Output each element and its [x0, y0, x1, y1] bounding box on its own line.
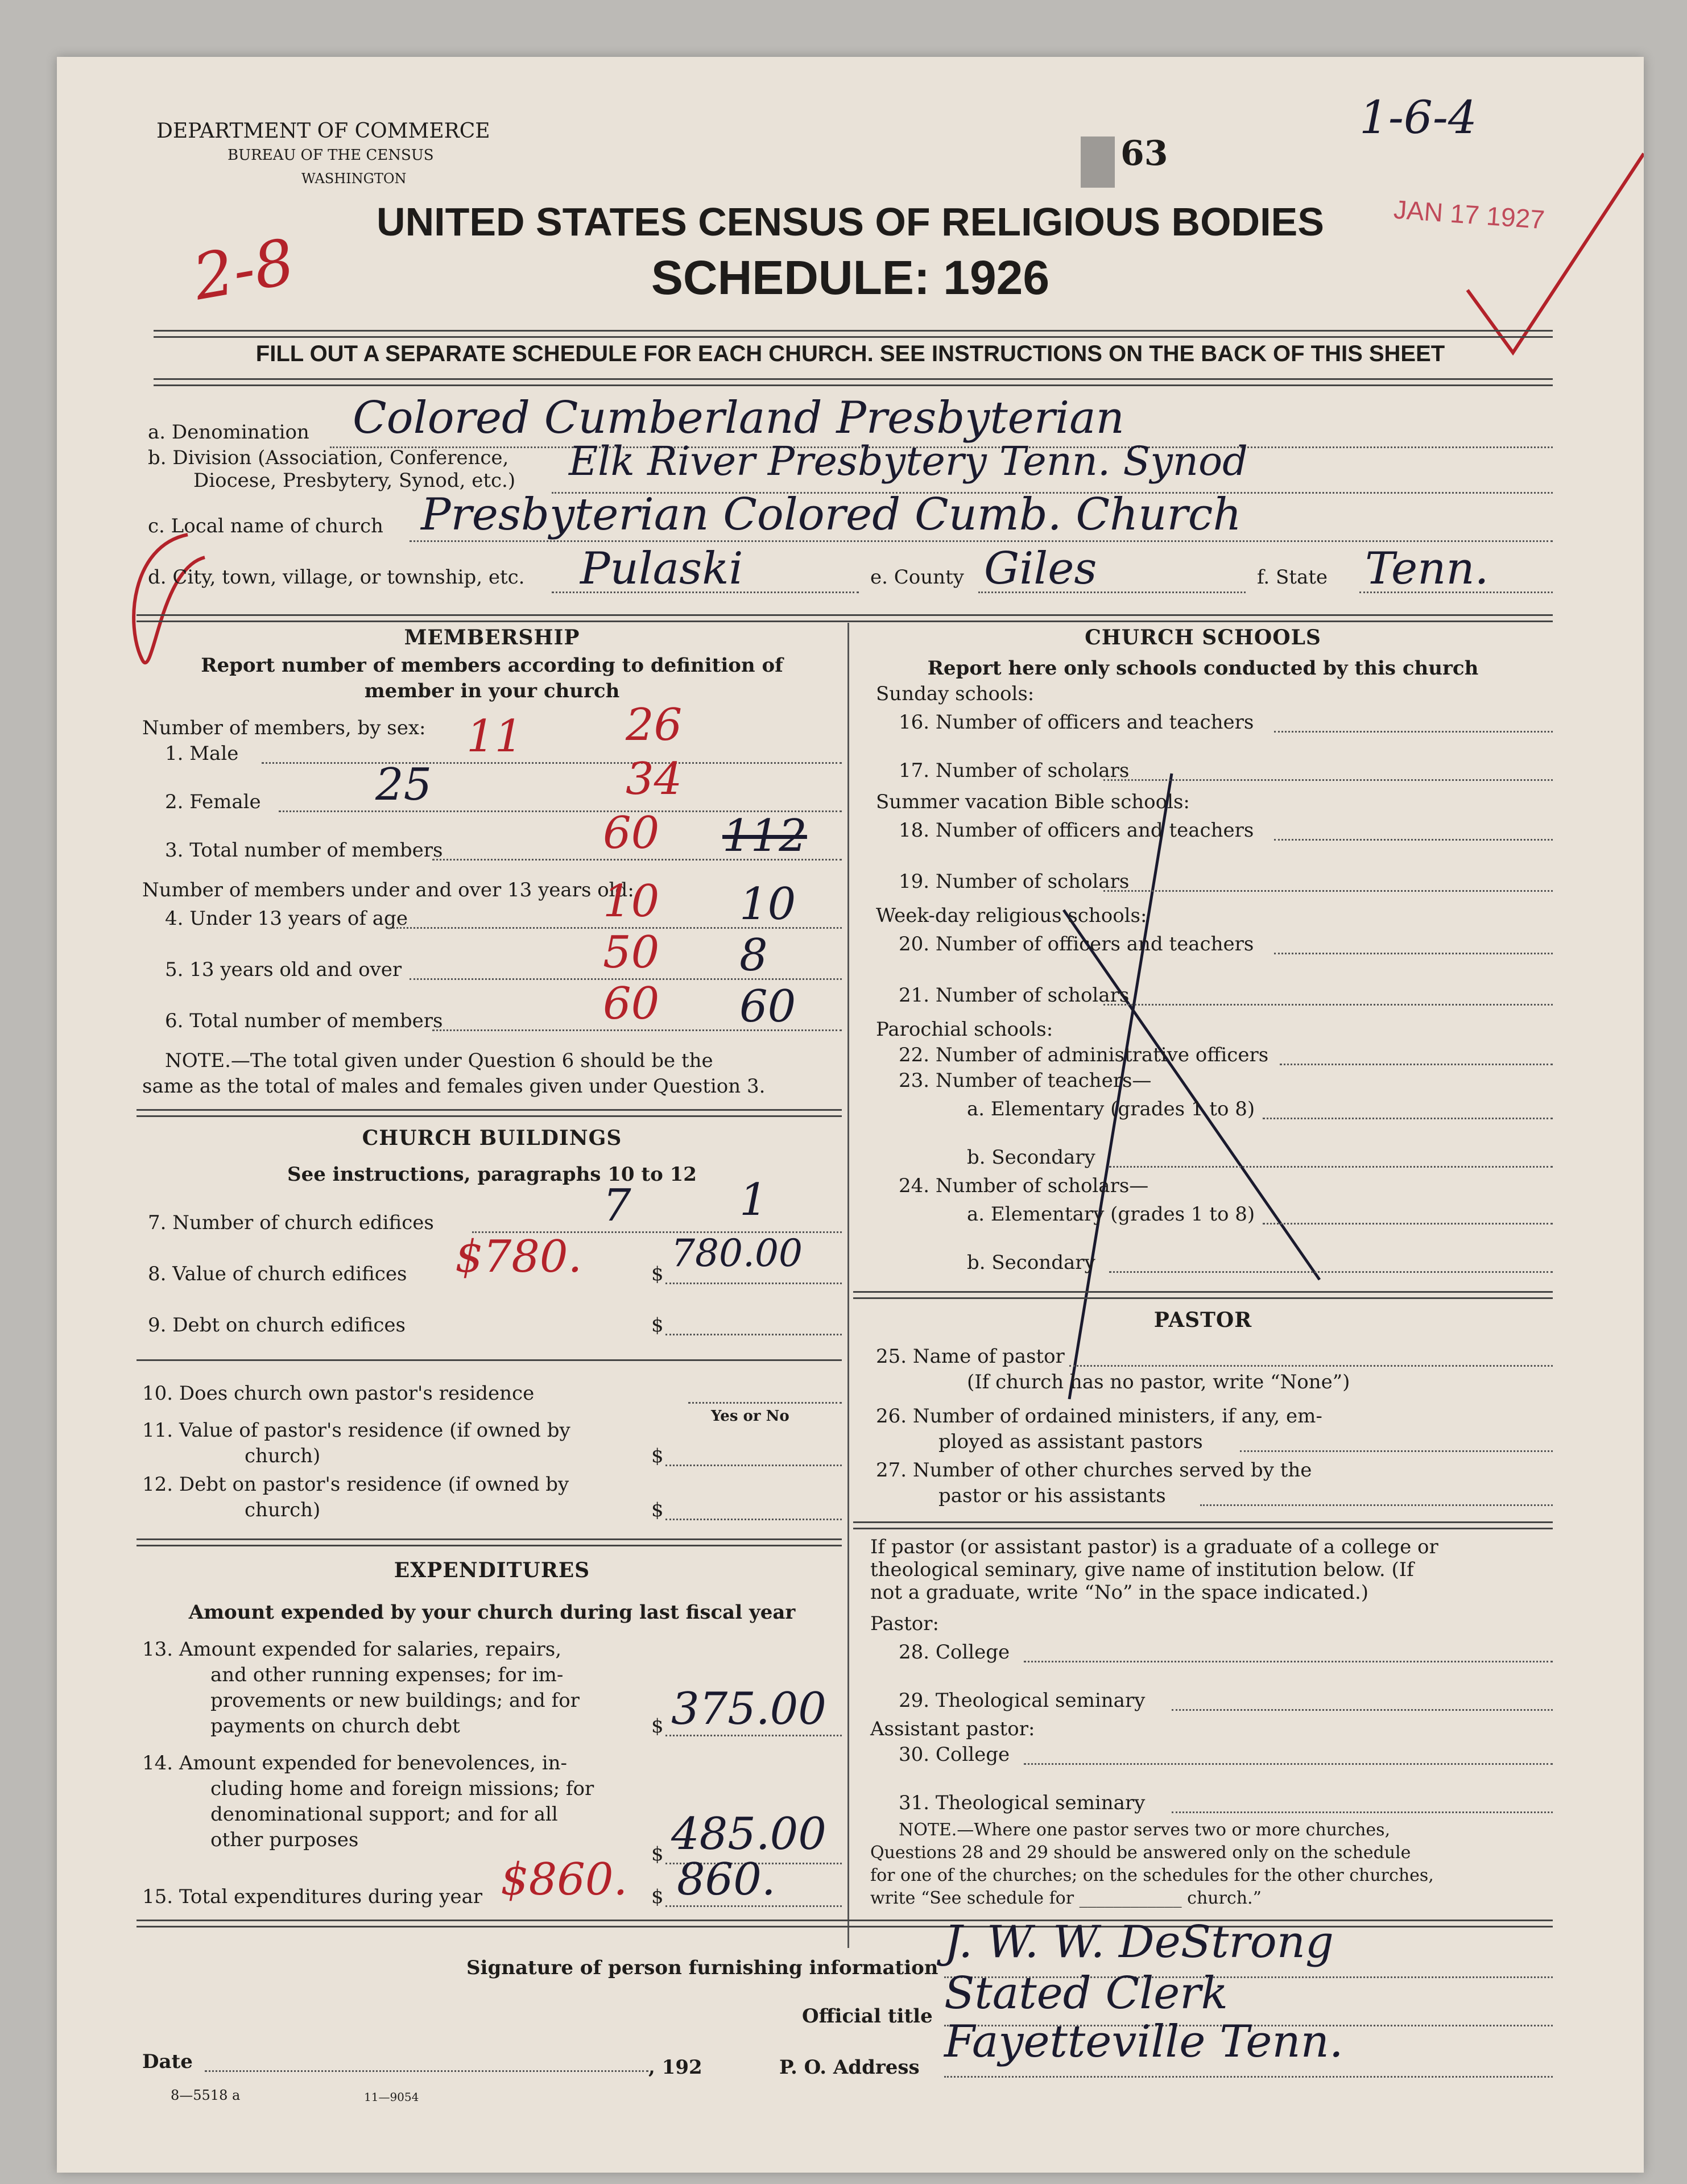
- rule: [154, 378, 1553, 386]
- male-value-a: 11: [466, 711, 523, 762]
- edifices-value-a: 7: [603, 1180, 631, 1231]
- q20-label: 20. Number of officers and teachers: [899, 933, 1254, 956]
- margin-note: 2-8: [188, 225, 300, 315]
- q16-label: 16. Number of officers and teachers: [899, 711, 1254, 734]
- dollar-sign: $: [651, 1885, 664, 1908]
- summer-label: Summer vacation Bible schools:: [876, 791, 1190, 813]
- division-label-2: Diocese, Presbytery, Synod, etc.): [193, 469, 516, 492]
- q31-label: 31. Theological seminary: [899, 1792, 1146, 1814]
- q22-label: 22. Number of administrative officers: [899, 1044, 1269, 1066]
- instruction-line: FILL OUT A SEPARATE SCHEDULE FOR EACH CHURCH. SEE INSTRUCTIONS ON THE BACK OF THIS SHEET: [255, 341, 1445, 366]
- rule: [137, 1359, 842, 1361]
- rule: [137, 1538, 842, 1546]
- membership-intro-1: Report number of members according to definition of: [201, 654, 783, 677]
- field-line: [1359, 592, 1553, 593]
- q25-sub: (If church has no pastor, write “None”): [967, 1371, 1350, 1393]
- pastor-label: Pastor:: [870, 1612, 939, 1635]
- number-stamp: 63: [1120, 134, 1168, 173]
- division-value: Elk River Presbytery Tenn. Synod: [569, 438, 1248, 485]
- q19-label: 19. Number of scholars: [899, 870, 1130, 893]
- church-name-value: Presbyterian Colored Cumb. Church: [421, 489, 1242, 540]
- expenditures-heading: EXPENDITURES: [394, 1558, 590, 1582]
- q12-label-1: 12. Debt on pastor's residence (if owned by: [142, 1473, 569, 1496]
- q5-label: 5. 13 years old and over: [165, 958, 402, 981]
- field-line: [1069, 1365, 1553, 1367]
- bureau-label: BUREAU OF THE CENSUS: [228, 147, 434, 164]
- q26-label-2: ployed as assistant pastors: [938, 1430, 1203, 1453]
- rule: [853, 1291, 1553, 1299]
- dollar-sign: $: [651, 1445, 664, 1467]
- membership-note-1: NOTE.—The total given under Question 6 should be the: [165, 1049, 713, 1072]
- division-label-1: b. Division (Association, Conference,: [148, 446, 509, 469]
- field-line: [1274, 953, 1553, 954]
- q7-label: 7. Number of church edifices: [148, 1211, 434, 1234]
- signature-label: Signature of person furnishing information: [466, 1956, 938, 1979]
- po-address-label: P. O. Address: [779, 2056, 920, 2079]
- page-title: UNITED STATES CENSUS OF RELIGIOUS BODIES: [377, 200, 1324, 244]
- q17-label: 17. Number of scholars: [899, 759, 1130, 782]
- age-intro: Number of members under and over 13 years old:: [142, 879, 634, 901]
- dollar-sign: $: [651, 1843, 664, 1866]
- dept-label: DEPARTMENT OF COMMERCE: [156, 119, 490, 143]
- field-line: [1172, 1811, 1553, 1813]
- q30-label: 30. College: [899, 1743, 1010, 1766]
- rule: [137, 614, 1553, 622]
- parochial-label: Parochial schools:: [876, 1018, 1053, 1041]
- q27-label-1: 27. Number of other churches served by the: [876, 1459, 1312, 1482]
- print-number: 11—9054: [364, 2090, 419, 2104]
- expenditure-15-value-b: 860.: [677, 1854, 776, 1905]
- membership-note-2: same as the total of males and females given under Question 3.: [142, 1075, 766, 1098]
- q14-line-1: 14. Amount expended for benevolences, in-: [142, 1752, 568, 1774]
- rule: [137, 1920, 1553, 1927]
- q14-line-3: denominational support; and for all: [210, 1803, 558, 1826]
- county-label: e. County: [870, 566, 964, 589]
- field-line: [1024, 1661, 1553, 1662]
- q14-line-2: cluding home and foreign missions; for: [210, 1777, 594, 1800]
- expenditure-13-value: 375.00: [671, 1684, 826, 1735]
- pastor-note-2: Questions 28 and 29 should be answered only on the schedule: [870, 1843, 1411, 1863]
- q27-label-2: pastor or his assistants: [938, 1484, 1166, 1507]
- membership-intro-2: member in your church: [364, 680, 620, 702]
- q21-label: 21. Number of scholars: [899, 984, 1130, 1007]
- rule: [853, 1521, 1553, 1529]
- q23a-label: a. Elementary (grades 1 to 8): [967, 1098, 1255, 1120]
- q24-label: 24. Number of scholars—: [899, 1174, 1149, 1197]
- field-line: [1172, 1709, 1553, 1711]
- field-line: [432, 859, 842, 861]
- field-line: [1240, 1450, 1553, 1452]
- city-value: Pulaski: [580, 543, 743, 594]
- q8-label: 8. Value of church edifices: [148, 1263, 407, 1285]
- q23b-label: b. Secondary: [967, 1146, 1095, 1169]
- buildings-sub: See instructions, paragraphs 10 to 12: [287, 1163, 697, 1186]
- assistant-label: Assistant pastor:: [870, 1718, 1035, 1740]
- field-line: [1103, 779, 1553, 781]
- pastor-note-4: write “See schedule for ____________ church.”: [870, 1888, 1262, 1908]
- sunday-label: Sunday schools:: [876, 682, 1035, 705]
- schedule-title: SCHEDULE: 1926: [651, 251, 1050, 304]
- yes-no-hint: Yes or No: [711, 1408, 789, 1425]
- census-schedule-sheet: [57, 57, 1644, 2173]
- field-line: [665, 1465, 842, 1466]
- field-line: [978, 592, 1246, 593]
- q12-label-2: church): [245, 1499, 321, 1521]
- county-value: Giles: [984, 543, 1097, 594]
- expenditure-14-value: 485.00: [671, 1809, 826, 1860]
- date-label: Date: [142, 2050, 193, 2073]
- value-edifices-a: $780.: [455, 1231, 582, 1283]
- pastor-heading: PASTOR: [1153, 1308, 1252, 1332]
- grad-line-3: not a graduate, write “No” in the space indicated.): [870, 1581, 1369, 1604]
- field-line: [1109, 1271, 1553, 1273]
- dollar-sign: $: [651, 1715, 664, 1738]
- field-line: [1200, 1504, 1553, 1506]
- q15-label: 15. Total expenditures during year: [142, 1885, 483, 1908]
- buildings-heading: CHURCH BUILDINGS: [362, 1126, 622, 1150]
- over13-value-a: 50: [603, 927, 660, 978]
- female-value-b: 34: [626, 754, 683, 805]
- membership-heading: MEMBERSHIP: [404, 626, 580, 650]
- field-line: [552, 592, 859, 593]
- form-number: 8—5518 a: [171, 2087, 241, 2103]
- over13-value-b: 8: [739, 930, 768, 981]
- field-line: [665, 1519, 842, 1520]
- column-divider: [847, 623, 849, 1948]
- q26-label-1: 26. Number of ordained ministers, if any, em-: [876, 1405, 1322, 1428]
- q29-label: 29. Theological seminary: [899, 1689, 1146, 1712]
- q4-label: 4. Under 13 years of age: [165, 907, 408, 930]
- q11-label-1: 11. Value of pastor's residence (if owned by: [142, 1419, 570, 1442]
- denomination-label: a. Denomination: [148, 421, 309, 444]
- state-value: Tenn.: [1365, 543, 1489, 594]
- state-label: f. State: [1257, 566, 1328, 589]
- male-value-b: 26: [626, 700, 683, 751]
- date-stamp: JAN 17 1927: [1392, 194, 1546, 235]
- field-line: [665, 1334, 842, 1335]
- schools-heading: CHURCH SCHOOLS: [1085, 626, 1321, 650]
- field-line: [944, 2076, 1553, 2078]
- field-line: [688, 1402, 842, 1404]
- by-sex-label: Number of members, by sex:: [142, 717, 426, 739]
- field-line: [410, 540, 1553, 542]
- q13-line-1: 13. Amount expended for salaries, repairs,: [142, 1638, 562, 1661]
- q13-line-4: payments on church debt: [210, 1715, 460, 1738]
- q23-label: 23. Number of teachers—: [899, 1069, 1152, 1092]
- expenditures-sub: Amount expended by your church during last fiscal year: [188, 1601, 796, 1624]
- under13-value-b: 10: [739, 879, 796, 930]
- field-line: [262, 762, 842, 764]
- q9-label: 9. Debt on church edifices: [148, 1314, 406, 1337]
- q6-label: 6. Total number of members: [165, 1010, 443, 1032]
- q28-label: 28. College: [899, 1641, 1010, 1664]
- q18-label: 18. Number of officers and teachers: [899, 819, 1254, 842]
- q1-label: 1. Male: [165, 742, 239, 765]
- pastor-note-3: for one of the churches; on the schedules for the other churches,: [870, 1866, 1434, 1885]
- total6-value-a: 60: [603, 978, 660, 1029]
- expenditure-15-value-a: $860.: [501, 1854, 628, 1905]
- field-line: [1109, 1166, 1553, 1168]
- field-line: [1263, 1118, 1553, 1119]
- official-title-label: Official title: [802, 2005, 933, 2028]
- field-line: [1274, 839, 1553, 841]
- official-title-value: Stated Clerk: [944, 1968, 1228, 2019]
- q14-line-4: other purposes: [210, 1829, 359, 1851]
- q10-label: 10. Does church own pastor's residence: [142, 1382, 535, 1405]
- denomination-value: Colored Cumberland Presbyterian: [353, 392, 1124, 444]
- q11-label-2: church): [245, 1445, 321, 1467]
- total-value-a: 60: [603, 808, 660, 859]
- dollar-sign: $: [651, 1499, 664, 1521]
- under13-value-a: 10: [603, 876, 660, 927]
- signature-value: J. W. W. DeStrong: [944, 1917, 1334, 1968]
- stamp-blot: [1081, 136, 1115, 188]
- field-line: [665, 1283, 842, 1284]
- city-label: WASHINGTON: [301, 171, 407, 187]
- q25-label: 25. Name of pastor: [876, 1345, 1065, 1368]
- church-name-label: c. Local name of church: [148, 515, 383, 537]
- field-line: [1103, 890, 1553, 892]
- corner-note: 1-6-4: [1359, 91, 1477, 144]
- q24a-label: a. Elementary (grades 1 to 8): [967, 1203, 1255, 1226]
- field-line: [1263, 1223, 1553, 1225]
- pastor-note-1: NOTE.—Where one pastor serves two or more churches,: [899, 1820, 1391, 1840]
- grad-line-1: If pastor (or assistant pastor) is a graduate of a college or: [870, 1536, 1438, 1558]
- dollar-sign: $: [651, 1263, 664, 1285]
- value-edifices-b: 780.00: [671, 1231, 803, 1275]
- field-line: [432, 1029, 842, 1031]
- rule: [137, 1109, 842, 1117]
- field-line: [1103, 1004, 1553, 1006]
- total-value-b: 112: [722, 810, 807, 862]
- q13-line-2: and other running expenses; for im-: [210, 1664, 564, 1686]
- rule: [154, 330, 1553, 338]
- edifices-value-b: 1: [739, 1174, 768, 1226]
- total6-value-b: 60: [739, 981, 796, 1032]
- female-value-a: 25: [375, 759, 432, 810]
- field-line: [205, 2070, 648, 2072]
- q2-label: 2. Female: [165, 791, 261, 813]
- dollar-sign: $: [651, 1314, 664, 1337]
- city-label: d. City, town, village, or township, etc.: [148, 566, 525, 589]
- grad-line-2: theological seminary, give name of institution below. (If: [870, 1558, 1414, 1581]
- q24b-label: b. Secondary: [967, 1251, 1095, 1274]
- field-line: [1274, 731, 1553, 733]
- field-line: [665, 1905, 842, 1907]
- q3-label: 3. Total number of members: [165, 839, 443, 862]
- q13-line-3: provements or new buildings; and for: [210, 1689, 580, 1712]
- year-suffix: , 192: [648, 2056, 702, 2079]
- weekday-label: Week-day religious schools:: [876, 904, 1147, 927]
- field-line: [1280, 1064, 1553, 1065]
- schools-sub: Report here only schools conducted by this church: [927, 657, 1479, 680]
- po-address-value: Fayetteville Tenn.: [944, 2016, 1343, 2067]
- field-line: [1024, 1763, 1553, 1765]
- field-line: [665, 1735, 842, 1736]
